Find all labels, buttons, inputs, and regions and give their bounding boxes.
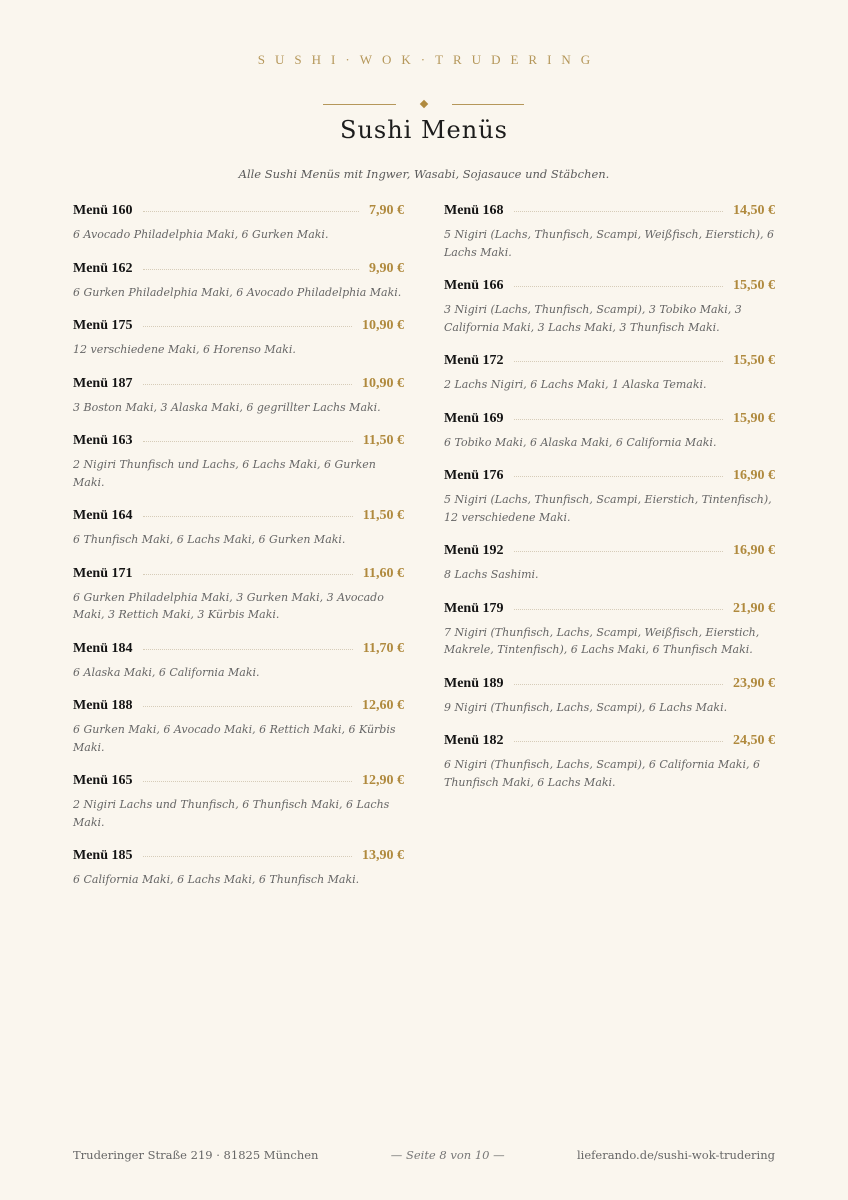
menu-item-price: 11,50 € bbox=[362, 508, 404, 523]
menu-item-price: 11,60 € bbox=[362, 565, 404, 581]
menu-item bbox=[73, 376, 404, 417]
menu-item bbox=[444, 733, 775, 791]
menu-item-price: 13,90 € bbox=[362, 848, 404, 863]
menu-column-right bbox=[444, 203, 775, 808]
page-number: — Seite 8 von 10 — bbox=[390, 1148, 505, 1162]
menu-item-name: Menü 176 bbox=[444, 468, 504, 483]
brand-header: SUSHI·WOK·TRUDERING bbox=[257, 52, 601, 67]
title-ornament bbox=[0, 98, 848, 110]
dot-leader bbox=[514, 609, 724, 610]
dot-leader bbox=[514, 551, 724, 552]
menu-item-price: 23,90 € bbox=[733, 675, 775, 691]
menu-item bbox=[73, 261, 404, 302]
menu-item-price: 15,50 € bbox=[733, 353, 775, 368]
menu-item-price: 9,90 € bbox=[369, 260, 404, 276]
menu-item bbox=[73, 203, 404, 244]
menu-item-price: 11,50 € bbox=[362, 433, 404, 448]
menu-item bbox=[444, 543, 775, 584]
dot-leader bbox=[143, 516, 353, 517]
page-subtitle: Alle Sushi Menüs mit Ingwer, Wasabi, Sojasauce und Stäbchen. bbox=[238, 167, 610, 181]
menu-item-price: 12,90 € bbox=[362, 773, 404, 788]
menu-item-description: 8 Lachs Sashimi. bbox=[444, 568, 539, 581]
menu-item bbox=[73, 641, 404, 682]
dot-leader bbox=[143, 211, 360, 212]
menu-item-description: 6 Thunfisch Maki, 6 Lachs Maki, 6 Gurken Maki. bbox=[73, 533, 346, 546]
menu-item-name: Menü 192 bbox=[444, 543, 504, 558]
dot-leader bbox=[143, 856, 353, 857]
menu-item bbox=[444, 468, 775, 526]
dot-leader bbox=[143, 384, 353, 385]
dot-leader bbox=[514, 361, 724, 362]
menu-item-name: Menü 172 bbox=[444, 353, 504, 368]
menu-item-description: 2 Lachs Nigiri, 6 Lachs Maki, 1 Alaska Temaki. bbox=[444, 378, 707, 391]
menu-column-left bbox=[73, 203, 404, 906]
footer-url: lieferando.de/sushi-wok-trudering bbox=[576, 1148, 775, 1162]
menu-item-price: 16,90 € bbox=[733, 543, 775, 558]
dot-leader bbox=[143, 649, 353, 650]
menu-item-description: 3 Nigiri (Lachs, Thunfisch, Scampi), 3 Tobiko Maki, 3 California Maki, 3 Lachs Maki, 3 Thunfisch Maki. bbox=[444, 303, 742, 334]
menu-item-name: Menü 187 bbox=[73, 375, 133, 391]
menu-item-description: 5 Nigiri (Lachs, Thunfisch, Scampi, Weißfisch, Eierstich), 6 Lachs Maki. bbox=[444, 228, 774, 259]
dot-leader bbox=[143, 326, 353, 327]
dot-leader bbox=[514, 741, 724, 742]
menu-item bbox=[73, 773, 404, 831]
menu-item-name: Menü 163 bbox=[73, 433, 133, 448]
menu-item-price: 10,90 € bbox=[362, 318, 404, 333]
menu-item-price: 11,70 € bbox=[362, 640, 404, 656]
menu-item-price: 21,90 € bbox=[733, 600, 775, 616]
menu-item bbox=[444, 601, 775, 659]
menu-item-description: 7 Nigiri (Thunfisch, Lachs, Scampi, Weißfisch, Eierstich, Makrele, Tintenfisch), 6 Lachs Maki, 6 Thunfisch Maki. bbox=[444, 625, 760, 656]
menu-item-price: 7,90 € bbox=[369, 203, 404, 218]
menu-item-description: 6 Tobiko Maki, 6 Alaska Maki, 6 California Maki. bbox=[444, 435, 717, 449]
dot-leader bbox=[514, 211, 724, 212]
menu-item bbox=[73, 566, 404, 624]
menu-item-name: Menü 160 bbox=[73, 203, 133, 218]
dot-leader bbox=[514, 476, 724, 477]
menu-item-name: Menü 166 bbox=[444, 278, 504, 293]
menu-item bbox=[73, 698, 404, 756]
menu-item bbox=[444, 411, 775, 452]
menu-item-price: 15,50 € bbox=[733, 278, 775, 293]
ornament-line-left bbox=[323, 104, 396, 105]
ornament-line-right bbox=[452, 104, 524, 105]
menu-item-description: 6 California Maki, 6 Lachs Maki, 6 Thunfisch Maki. bbox=[73, 873, 360, 886]
menu-item-description: 6 Avocado Philadelphia Maki, 6 Gurken Maki. bbox=[73, 228, 329, 241]
dot-leader bbox=[143, 574, 353, 575]
menu-item-name: Menü 168 bbox=[444, 203, 504, 218]
menu-item-name: Menü 189 bbox=[444, 675, 504, 691]
menu-item bbox=[444, 203, 775, 261]
menu-item-name: Menü 179 bbox=[444, 600, 504, 616]
menu-item-name: Menü 184 bbox=[73, 640, 133, 656]
menu-item-description: 6 Gurken Maki, 6 Avocado Maki, 6 Rettich Maki, 6 Kürbis Maki. bbox=[73, 723, 396, 754]
menu-item-description: 2 Nigiri Thunfisch und Lachs, 6 Lachs Maki, 6 Gurken Maki. bbox=[73, 458, 376, 489]
menu-item bbox=[73, 433, 404, 491]
menu-item-name: Menü 185 bbox=[73, 848, 133, 863]
menu-item-price: 15,90 € bbox=[733, 410, 775, 426]
menu-item-name: Menü 165 bbox=[73, 773, 133, 788]
menu-item-price: 12,60 € bbox=[362, 698, 404, 713]
menu-item-name: Menü 162 bbox=[73, 260, 133, 276]
menu-item bbox=[73, 848, 404, 889]
dot-leader bbox=[143, 441, 353, 442]
menu-item bbox=[73, 318, 404, 359]
menu-item-description: 3 Boston Maki, 3 Alaska Maki, 6 gegrillter Lachs Maki. bbox=[73, 400, 381, 414]
page-title: Sushi Menüs bbox=[340, 116, 508, 144]
dot-leader bbox=[143, 706, 353, 707]
menu-item-name: Menü 171 bbox=[73, 565, 133, 581]
menu-item-name: Menü 164 bbox=[73, 508, 133, 523]
menu-item bbox=[444, 353, 775, 394]
menu-item-price: 10,90 € bbox=[362, 375, 404, 391]
menu-item-price: 16,90 € bbox=[733, 468, 775, 483]
page-footer bbox=[73, 1148, 775, 1162]
menu-item-name: Menü 175 bbox=[73, 318, 133, 333]
menu-item-name: Menü 182 bbox=[444, 733, 504, 748]
dot-leader bbox=[514, 684, 724, 685]
menu-item-name: Menü 188 bbox=[73, 698, 133, 713]
menu-item-price: 24,50 € bbox=[733, 733, 775, 748]
footer-address: Truderinger Straße 219 · 81825 München bbox=[73, 1148, 319, 1162]
menu-item-description: 6 Gurken Philadelphia Maki, 3 Gurken Maki, 3 Avocado Maki, 3 Rettich Maki, 3 Kürbis Maki. bbox=[73, 590, 384, 621]
diamond-icon bbox=[420, 100, 428, 108]
menu-item-description: 9 Nigiri (Thunfisch, Lachs, Scampi), 6 Lachs Maki. bbox=[444, 700, 728, 714]
menu-item bbox=[73, 508, 404, 549]
dot-leader bbox=[514, 419, 724, 420]
menu-item-description: 6 Gurken Philadelphia Maki, 6 Avocado Philadelphia Maki. bbox=[73, 285, 402, 299]
menu-item-description: 2 Nigiri Lachs und Thunfisch, 6 Thunfisch Maki, 6 Lachs Maki. bbox=[73, 798, 390, 829]
menu-item-description: 6 Alaska Maki, 6 California Maki. bbox=[73, 665, 260, 679]
dot-leader bbox=[514, 286, 724, 287]
menu-item bbox=[444, 676, 775, 717]
menu-item-price: 14,50 € bbox=[733, 203, 775, 218]
menu-item-name: Menü 169 bbox=[444, 410, 504, 426]
menu-item-description: 12 verschiedene Maki, 6 Horenso Maki. bbox=[73, 343, 296, 356]
menu-item-description: 6 Nigiri (Thunfisch, Lachs, Scampi), 6 California Maki, 6 Thunfisch Maki, 6 Lachs Maki. bbox=[444, 758, 760, 789]
menu-item bbox=[444, 278, 775, 336]
dot-leader bbox=[143, 269, 360, 270]
dot-leader bbox=[143, 781, 353, 782]
menu-item-description: 5 Nigiri (Lachs, Thunfisch, Scampi, Eierstich, Tintenfisch), 12 verschiedene Maki. bbox=[444, 493, 772, 524]
